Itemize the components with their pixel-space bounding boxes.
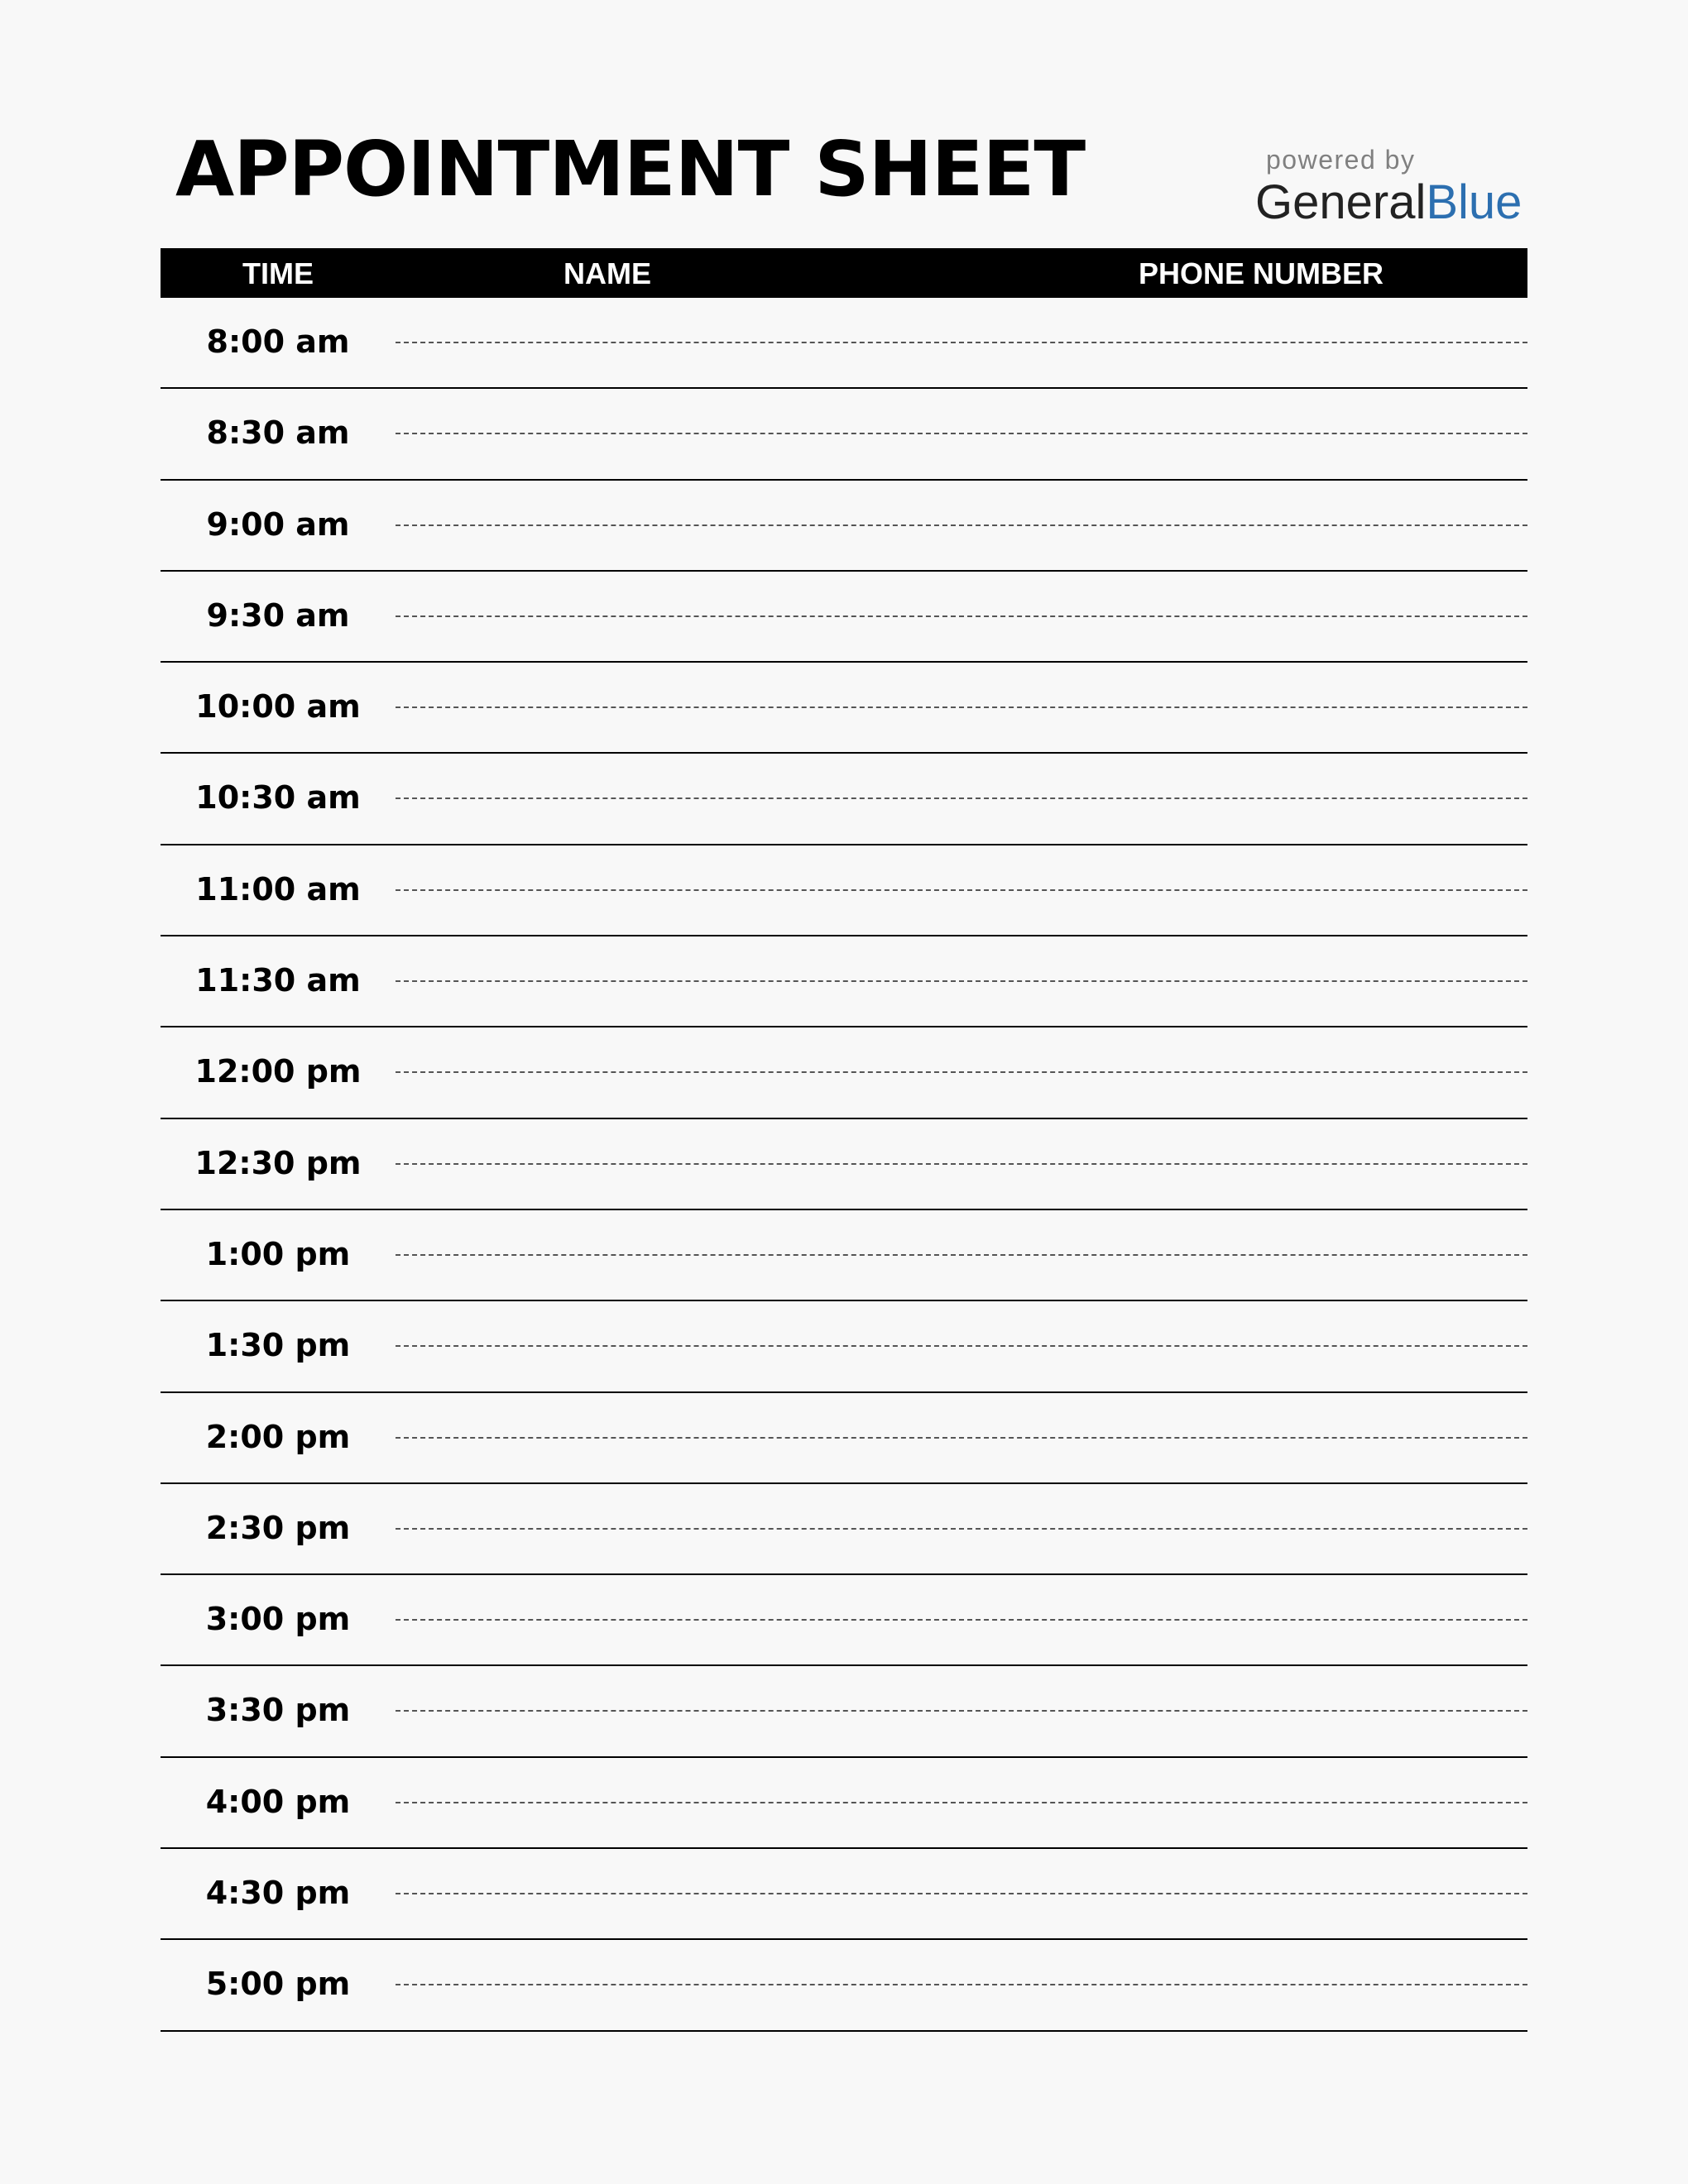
table-row <box>161 845 1527 936</box>
entry-line[interactable] <box>396 706 1527 708</box>
table-row <box>161 1393 1527 1484</box>
column-header-time: TIME <box>242 256 314 290</box>
entry-line[interactable] <box>396 889 1527 891</box>
time-slot-label: 3:00 pm <box>205 1601 351 1638</box>
table-row <box>161 936 1527 1027</box>
brand-name-general: General <box>1255 175 1427 229</box>
time-slot-label: 11:30 am <box>195 962 361 999</box>
table-row <box>161 572 1527 663</box>
entry-line[interactable] <box>396 980 1527 982</box>
time-slot-label: 4:00 pm <box>205 1783 351 1820</box>
entry-line[interactable] <box>396 615 1527 617</box>
time-slot-label: 10:00 am <box>195 688 361 726</box>
entry-line[interactable] <box>396 1528 1527 1530</box>
entry-line[interactable] <box>396 1071 1527 1073</box>
time-slot-label: 1:30 pm <box>205 1327 351 1364</box>
entry-line[interactable] <box>396 524 1527 526</box>
time-slot-label: 8:30 am <box>206 414 350 452</box>
entry-line[interactable] <box>396 433 1527 434</box>
table-header <box>161 248 1527 298</box>
table-row <box>161 1940 1527 2031</box>
table-row <box>161 754 1527 845</box>
page-title: APPOINTMENT SHEET <box>175 125 1086 213</box>
entry-line[interactable] <box>396 1710 1527 1712</box>
table-row <box>161 1666 1527 1757</box>
entry-line[interactable] <box>396 1163 1527 1165</box>
time-slot-label: 9:30 am <box>206 596 350 634</box>
brand-name-blue: Blue <box>1426 175 1523 229</box>
column-header-name: NAME <box>563 256 651 290</box>
entry-line[interactable] <box>396 1984 1527 1985</box>
table-row <box>161 481 1527 572</box>
table-row <box>161 298 1527 389</box>
appointment-table <box>161 298 1527 2032</box>
time-slot-label: 4:30 pm <box>205 1875 351 1912</box>
time-slot-label: 2:00 pm <box>205 1418 351 1455</box>
time-slot-label: 12:30 pm <box>194 1144 362 1181</box>
table-row <box>161 1484 1527 1575</box>
entry-line[interactable] <box>396 1437 1527 1439</box>
powered-by-text: powered by <box>1266 145 1416 175</box>
entry-line[interactable] <box>396 1802 1527 1803</box>
table-row <box>161 1210 1527 1301</box>
entry-line[interactable] <box>396 1254 1527 1256</box>
entry-line[interactable] <box>396 1893 1527 1894</box>
time-slot-label: 12:00 pm <box>194 1053 362 1090</box>
brand-name <box>1255 174 1522 232</box>
table-row <box>161 1119 1527 1210</box>
table-row <box>161 1849 1527 1940</box>
table-row <box>161 1301 1527 1392</box>
table-row <box>161 1758 1527 1849</box>
time-slot-label: 8:00 am <box>206 323 350 360</box>
entry-line[interactable] <box>396 1619 1527 1621</box>
entry-line[interactable] <box>396 1345 1527 1347</box>
table-row <box>161 1575 1527 1666</box>
column-header-phone: PHONE NUMBER <box>1138 256 1383 290</box>
table-row <box>161 1027 1527 1118</box>
time-slot-label: 5:00 pm <box>205 1966 351 2003</box>
time-slot-label: 1:00 pm <box>205 1235 351 1272</box>
entry-line[interactable] <box>396 797 1527 799</box>
brand-logo <box>1254 141 1523 232</box>
time-slot-label: 3:30 pm <box>205 1692 351 1729</box>
table-row <box>161 389 1527 480</box>
time-slot-label: 10:30 am <box>195 779 361 817</box>
table-row <box>161 663 1527 754</box>
time-slot-label: 9:00 am <box>206 505 350 543</box>
time-slot-label: 2:30 pm <box>205 1509 351 1546</box>
time-slot-label: 11:00 am <box>195 870 361 908</box>
entry-line[interactable] <box>396 342 1527 343</box>
